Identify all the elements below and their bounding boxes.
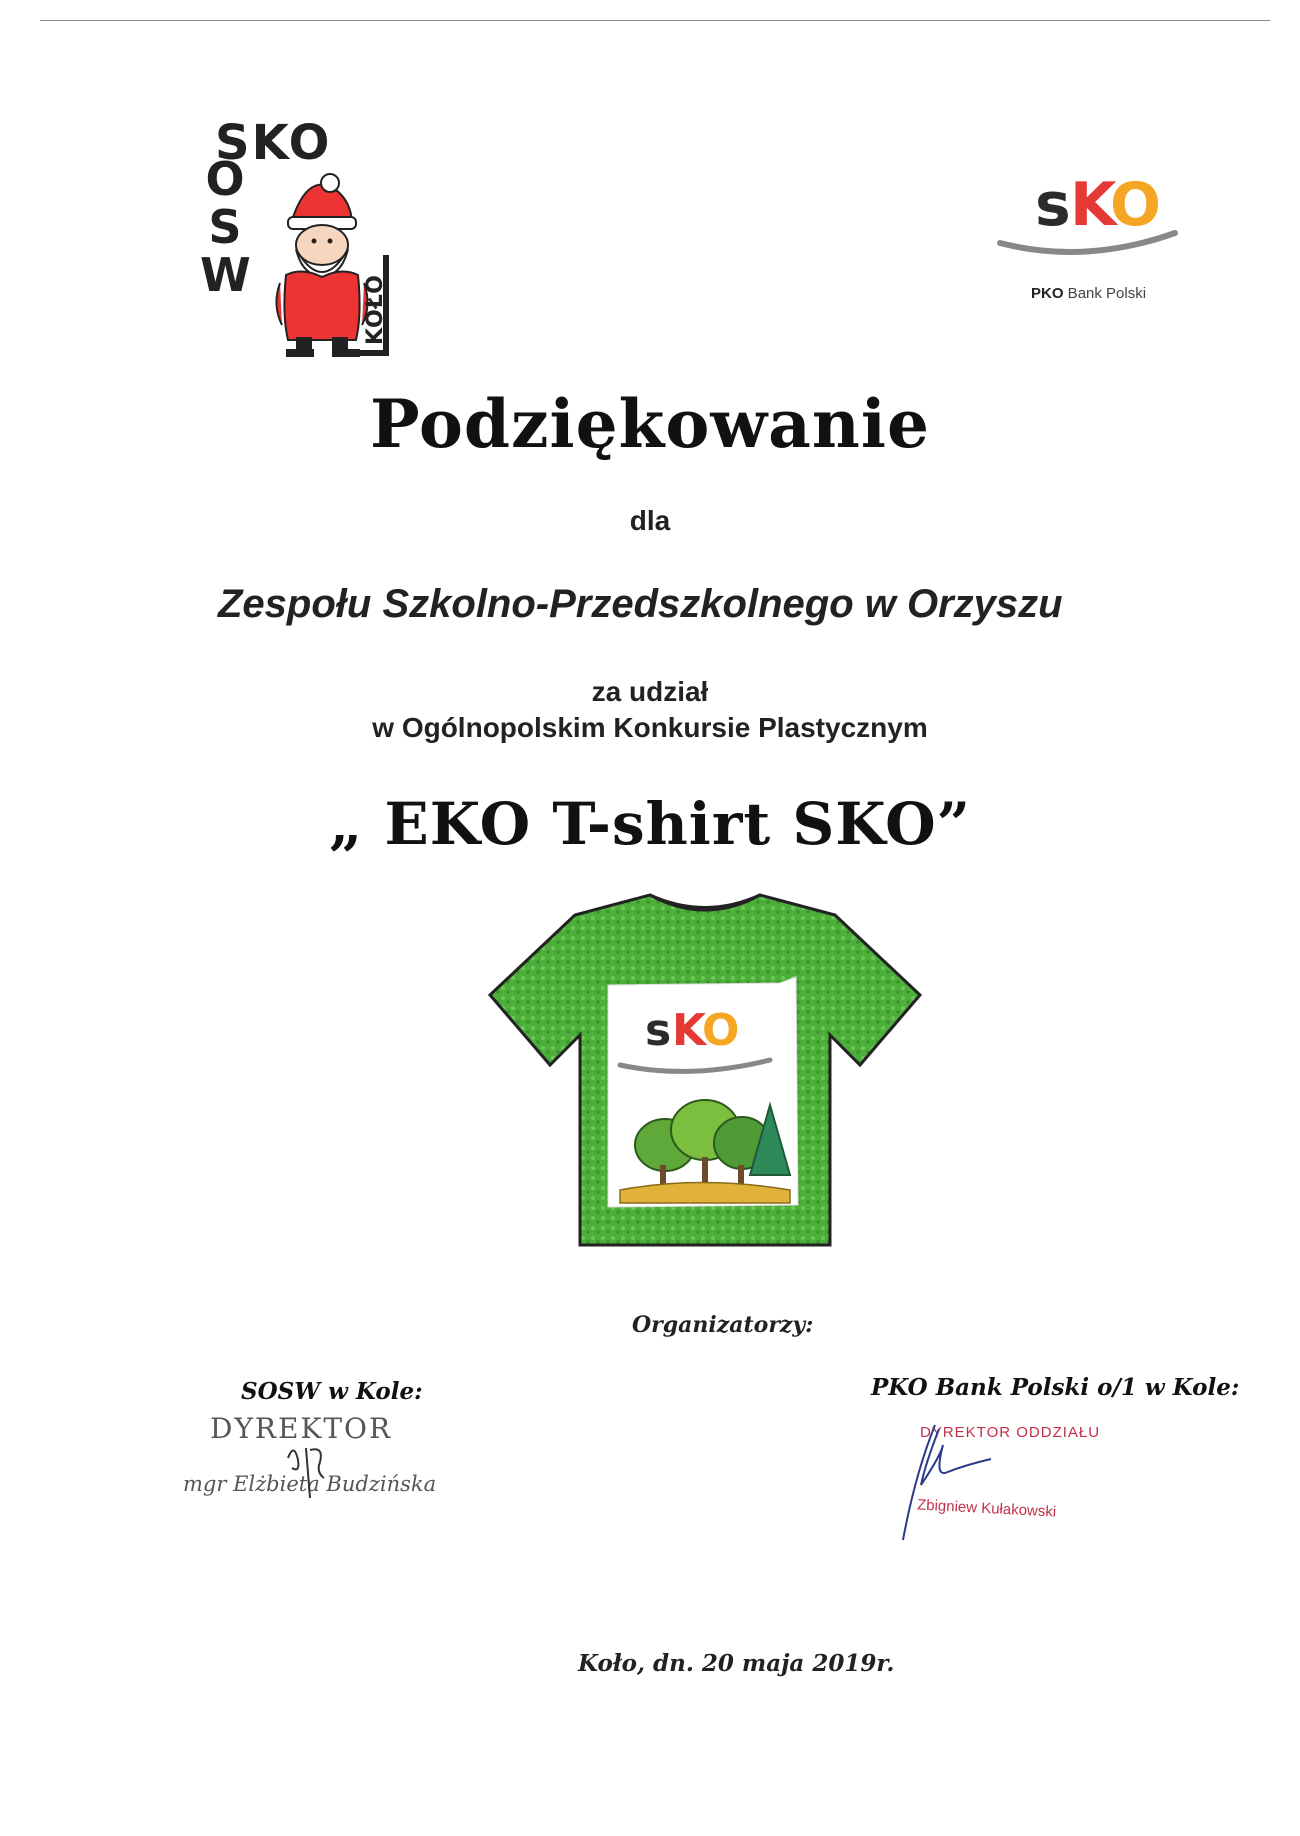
right-signature (895, 1415, 1005, 1545)
for-word: dla (629, 505, 671, 536)
sosw-letter-w: W (200, 248, 251, 302)
sosw-logo-sko-text: SKO (215, 115, 332, 171)
svg-text:K: K (672, 1005, 707, 1056)
svg-text:O: O (702, 1005, 740, 1056)
reason-line-1: za udział (591, 676, 709, 707)
certificate-title: Podziękowanie (370, 385, 930, 463)
date-line: Koło, dn. 20 maja 2019r. (578, 1650, 895, 1677)
reason-line-2: w Ogólnopolskim Konkursie Plastycznym (372, 712, 928, 743)
top-rule (40, 20, 1270, 21)
recipient-name: Zespołu Szkolno-Przedszkolnego w Orzyszu (218, 582, 1063, 626)
sko-wordmark-icon (995, 165, 1195, 275)
right-stamp-role: DYREKTOR ODDZIAŁU (920, 1424, 1101, 1441)
tshirt-illustration (480, 885, 930, 1255)
pko-caption-brand: PKO (1031, 285, 1064, 302)
contest-name: „ EKO T-shirt SKO” (329, 790, 971, 858)
svg-text:O: O (1110, 170, 1162, 240)
svg-text:s: s (1035, 170, 1071, 240)
pko-sko-logo (995, 165, 1195, 315)
organizers-label: Organizatorzy: (632, 1312, 814, 1338)
left-signature (280, 1438, 340, 1508)
sosw-logo-kolo-text: KOŁO (363, 274, 388, 345)
pko-caption (1031, 285, 1146, 302)
right-stamp-name: Zbigniew Kułakowski (916, 1496, 1057, 1521)
svg-text:K: K (1070, 170, 1117, 240)
svg-text:s: s (645, 1005, 672, 1056)
left-stamp-role: DYREKTOR (210, 1412, 393, 1445)
pko-caption-rest: Bank Polski (1063, 285, 1147, 302)
sosw-letter-o: O (205, 152, 245, 206)
left-stamp-name: mgr Elżbieta Budzińska (183, 1472, 437, 1496)
right-organizer-title: PKO Bank Polski o/1 w Kole: (871, 1374, 1240, 1401)
sosw-letter-s: S (208, 200, 242, 254)
left-organizer-title: SOSW w Kole: (241, 1378, 423, 1405)
sosw-logo (200, 115, 420, 360)
